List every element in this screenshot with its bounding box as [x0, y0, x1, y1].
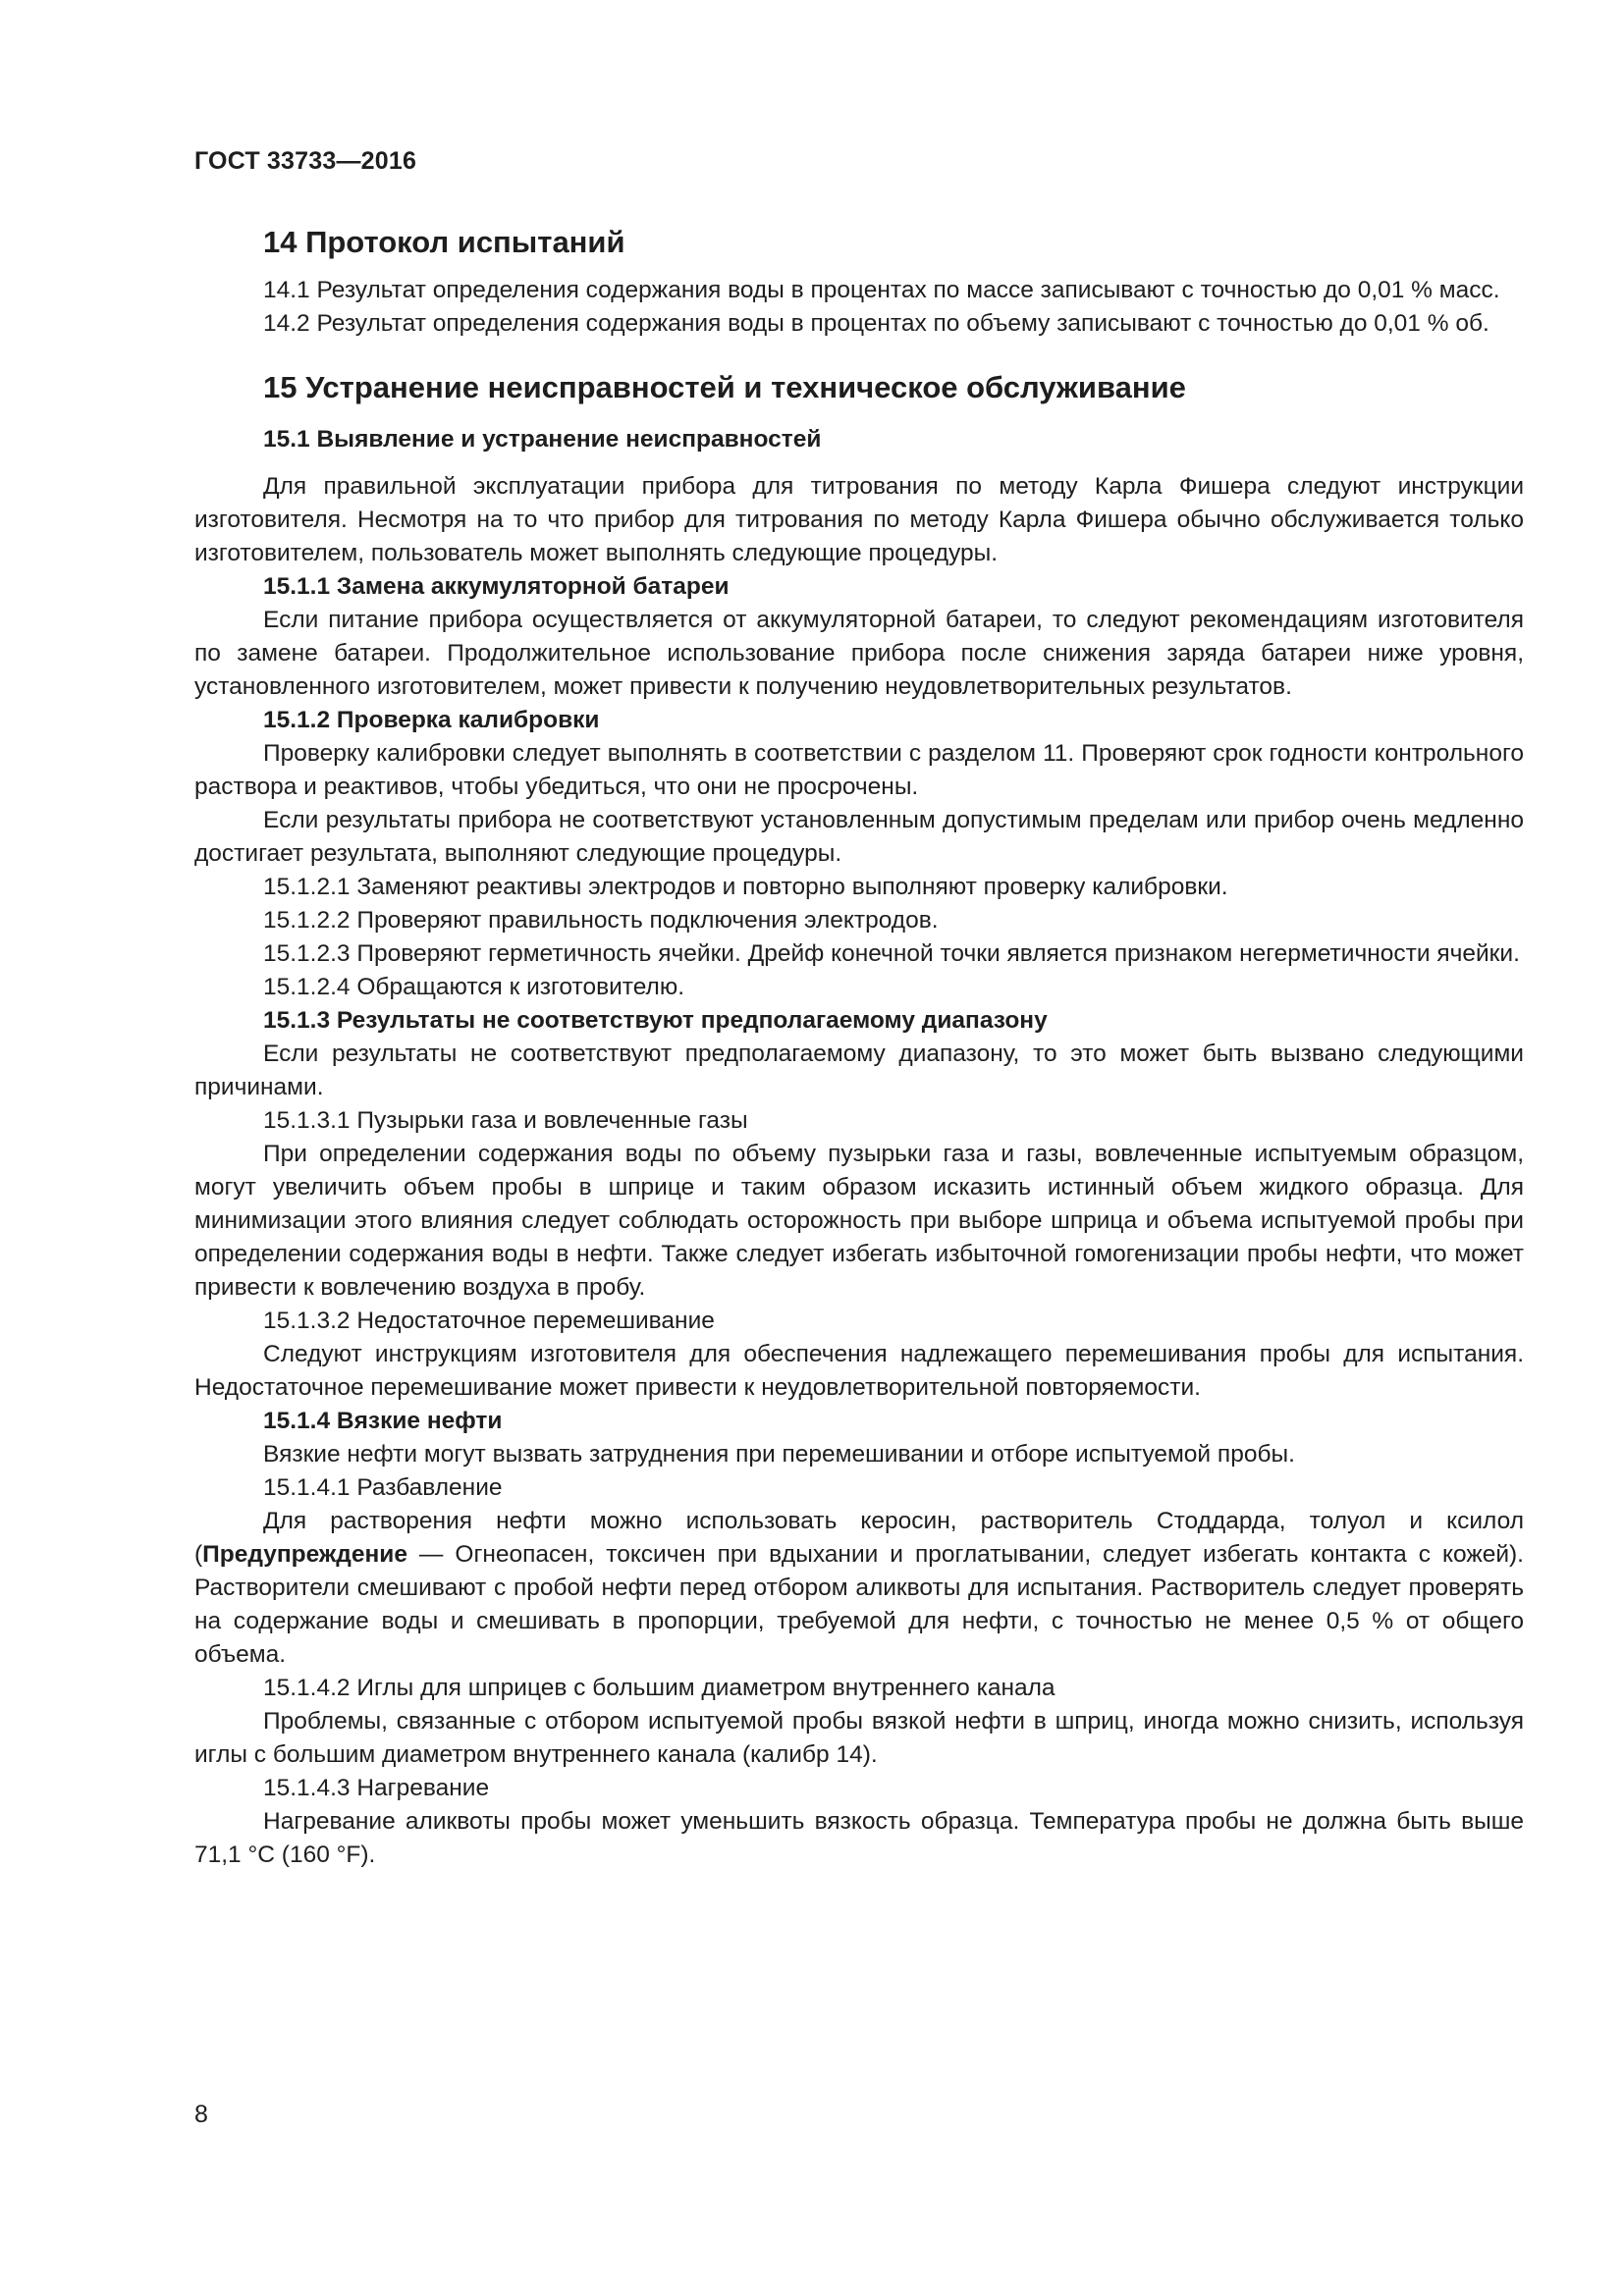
- paragraph-14-2: 14.2 Результат определения содержания воды в процентах по объему записывают с точностью до 0,01 % об.: [263, 310, 1489, 337]
- document-code: ГОСТ 33733—2016: [194, 147, 417, 175]
- subsection-15-1-3-title: 15.1.3 Результаты не соответствуют предполагаемому диапазону: [263, 1007, 1048, 1034]
- item-15-1-4-1: 15.1.4.1 Разбавление: [263, 1474, 503, 1501]
- subsection-15-1-4-title: 15.1.4 Вязкие нефти: [263, 1408, 503, 1434]
- warning-label: Предупреждение: [202, 1541, 407, 1568]
- paragraph-15-1-4-1-start: Для растворения нефти можно использовать керосин, растворитель Стоддарда, толуол и ксилол (: [194, 1508, 1524, 1568]
- subsection-15-1-1-title: 15.1.1 Замена аккумуляторной батареи: [263, 573, 730, 600]
- paragraph-15-1-2-a: Проверку калибровки следует выполнять в соответствии с разделом 11. Проверяют срок годности контрольного раствора и реактивов, чтобы убедиться, что они не просрочены.: [194, 740, 1524, 800]
- item-15-1-4-3: 15.1.4.3 Нагревание: [263, 1775, 490, 1801]
- item-15-1-3-2: 15.1.3.2 Недостаточное перемешивание: [263, 1308, 715, 1334]
- subsection-15-1-title: 15.1 Выявление и устранение неисправностей: [263, 426, 822, 453]
- paragraph-15-1-3-1: При определении содержания воды по объему пузырьки газа и газы, вовлеченные испытуемым образцом, могут увеличить объем пробы в шприце и таким образом исказить истинный объем жидкого образца. Для минимизации этого влияния следует соблюдать осторожность при выборе шприца и объема испытуемой пробы при определении содержания воды в нефти. Также следует избегать избыточной гомогенизации пробы нефти, что может привести к вовлечению воздуха в пробу.: [194, 1141, 1524, 1301]
- item-15-1-3-1: 15.1.3.1 Пузырьки газа и вовлеченные газы: [263, 1107, 748, 1134]
- section-15-title: 15 Устранение неисправностей и техническое обслуживание: [263, 370, 1186, 404]
- paragraph-15-1-4-1: [194, 1505, 1524, 1672]
- paragraph-15-1-3: Если результаты не соответствуют предполагаемому диапазону, то это может быть вызвано следующими причинами.: [194, 1041, 1524, 1100]
- item-15-1-2-1: 15.1.2.1 Заменяют реактивы электродов и повторно выполняют проверку калибровки.: [263, 874, 1228, 900]
- section-14-title: 14 Протокол испытаний: [263, 225, 625, 259]
- paragraph-15-1-4-3: Нагревание аликвоты пробы может уменьшить вязкость образца. Температура пробы не должна быть выше 71,1 °C (160 °F).: [194, 1808, 1524, 1868]
- paragraph-15-1: Для правильной эксплуатации прибора для титрования по методу Карла Фишера следуют инструкции изготовителя. Несмотря на то что прибор для титрования по методу Карла Фишера обычно обслуживается только изготовителем, пользователь может выполнять следующие процедуры.: [194, 473, 1524, 566]
- item-15-1-2-2: 15.1.2.2 Проверяют правильность подключения электродов.: [263, 907, 939, 934]
- paragraph-15-1-1: Если питание прибора осуществляется от аккумуляторной батареи, то следуют рекомендациям изготовителя по замене батареи. Продолжительное использование прибора после снижения заряда батареи ниже уровня, установленного изготовителем, может привести к получению неудовлетворительных результатов.: [194, 607, 1524, 700]
- document-body: [194, 221, 1524, 1872]
- item-15-1-4-2: 15.1.4.2 Иглы для шприцев с большим диаметром внутреннего канала: [263, 1675, 1056, 1701]
- item-15-1-2-4: 15.1.2.4 Обращаются к изготовителю.: [263, 974, 685, 1000]
- paragraph-15-1-4: Вязкие нефти могут вызвать затруднения при перемешивании и отборе испытуемой пробы.: [263, 1441, 1295, 1468]
- paragraph-15-1-2-b: Если результаты прибора не соответствуют установленным допустимым пределам или прибор очень медленно достигает результата, выполняют следующие процедуры.: [194, 807, 1524, 867]
- paragraph-14-1: 14.1 Результат определения содержания воды в процентах по массе записывают с точностью до 0,01 % масс.: [263, 277, 1500, 303]
- paragraph-15-1-4-2: Проблемы, связанные с отбором испытуемой пробы вязкой нефти в шприц, иногда можно снизить, используя иглы с большим диаметром внутреннего канала (калибр 14).: [194, 1708, 1524, 1768]
- paragraph-15-1-4-1-end: — Огнеопасен, токсичен при вдыхании и проглатывании, следует избегать контакта с кожей). Растворители смешивают с пробой нефти перед отбором аликвоты для испытания. Растворитель следует проверять на содержание воды и смешивать в пропорции, требуемой для нефти, с точностью не менее 0,5 % от общего объема.: [194, 1541, 1524, 1668]
- subsection-15-1-2-title: 15.1.2 Проверка калибровки: [263, 707, 600, 733]
- page-number: 8: [194, 2101, 208, 2128]
- item-15-1-2-3: 15.1.2.3 Проверяют герметичность ячейки. Дрейф конечной точки является признаком негерметичности ячейки.: [263, 940, 1520, 967]
- paragraph-15-1-3-2: Следуют инструкциям изготовителя для обеспечения надлежащего перемешивания пробы для испытания. Недостаточное перемешивание может привести к неудовлетворительной повторяемости.: [194, 1341, 1524, 1401]
